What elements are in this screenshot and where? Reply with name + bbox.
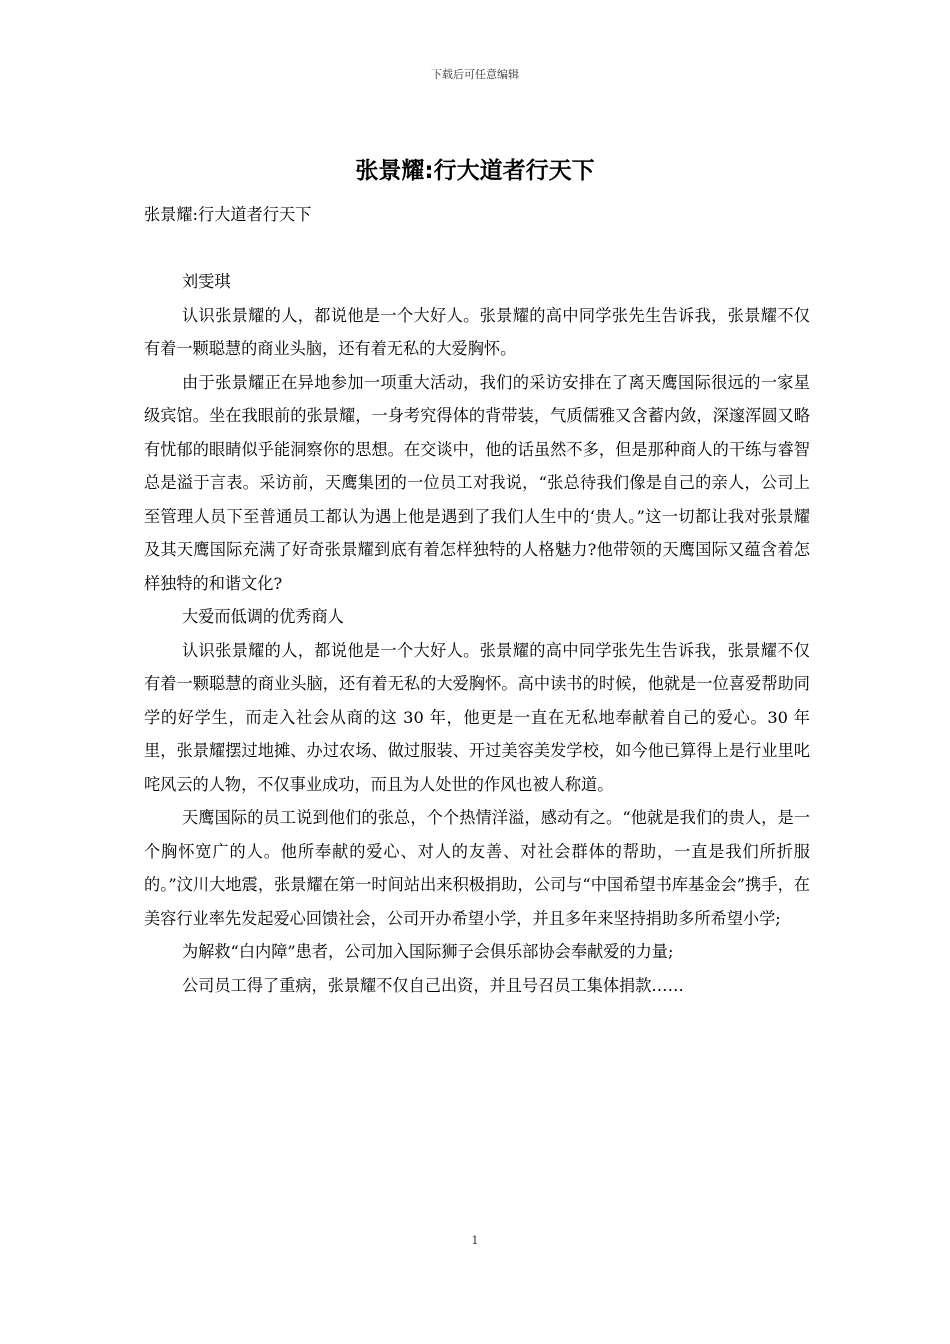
paragraph: 认识张景耀的人，都说他是一个大好人。张景耀的高中同学张先生告诉我，张景耀不仅有着一颗聪慧的商业头脑，还有着无私的大爱胸怀。 bbox=[144, 305, 810, 358]
subtitle-line: 张景耀:行大道者行天下 bbox=[144, 205, 312, 224]
paragraph: 公司员工得了重病，张景耀不仅自己出资，并且号召员工集体捐款…… bbox=[182, 975, 684, 995]
paragraph: 认识张景耀的人，都说他是一个大好人。张景耀的高中同学张先生告诉我，张景耀不仅有着一颗聪慧的商业头脑，还有着无私的大爱胸怀。高中读书的时候，他就是一位喜爱帮助同学的好学生，而走入社会从商的这 30 年，他更是一直在无私地奉献着自己的爱心。30 年里，张景耀摆过地摊、办过农场、做过服装、开过美容美发学校，如今他已算得上是行业里叱咤风云的人物，不仅事业成功，而且为人处世的作风也被人称道。 bbox=[144, 640, 810, 794]
author-line: 刘雯琪 bbox=[182, 272, 231, 291]
paragraph: 天鹰国际的员工说到他们的张总，个个热情洋溢，感动有之。“他就是我们的贵人，是一个胸怀宽广的人。他所奉献的爱心、对人的友善、对社会群体的帮助，一直是我们所折服的。”汶川大地震，张景耀在第一时间站出来积极捐助，公司与“中国希望书库基金会”携手，在美容行业率先发起爱心回馈社会，公司开办希望小学，并且多年来坚持捐助多所希望小学; bbox=[144, 808, 810, 928]
paragraph: 由于张景耀正在异地参加一项重大活动，我们的采访安排在了离天鹰国际很远的一家星级宾馆。坐在我眼前的张景耀，一身考究得体的背带装，气质儒雅又含蓄内敛，深邃浑圆又略有忧郁的眼睛似乎能洞察你的思想。在交谈中，他的话虽然不多，但是那种商人的干练与睿智总是溢于言表。采访前，天鹰集团的一位员工对我说，“张总待我们像是自己的亲人，公司上至管理人员下至普通员工都认为遇上他是遇到了我们人生中的‘贵人。”这一切都让我对张景耀及其天鹰国际充满了好奇张景耀到底有着怎样独特的人格魅力?他带领的天鹰国际又蕴含着怎样独特的和谐文化? bbox=[144, 372, 810, 593]
document-body bbox=[144, 198, 810, 1002]
blank-line bbox=[144, 232, 810, 266]
page-number: 1 bbox=[471, 1234, 479, 1247]
header-note: 下载后可任意编辑 bbox=[431, 68, 519, 81]
document-title: 张景耀:行大道者行天下 bbox=[355, 158, 595, 184]
paragraph: 为解救“白内障”患者，公司加入国际狮子会俱乐部协会奉献爱的力量; bbox=[182, 942, 674, 961]
section-heading: 大爱而低调的优秀商人 bbox=[182, 607, 344, 626]
